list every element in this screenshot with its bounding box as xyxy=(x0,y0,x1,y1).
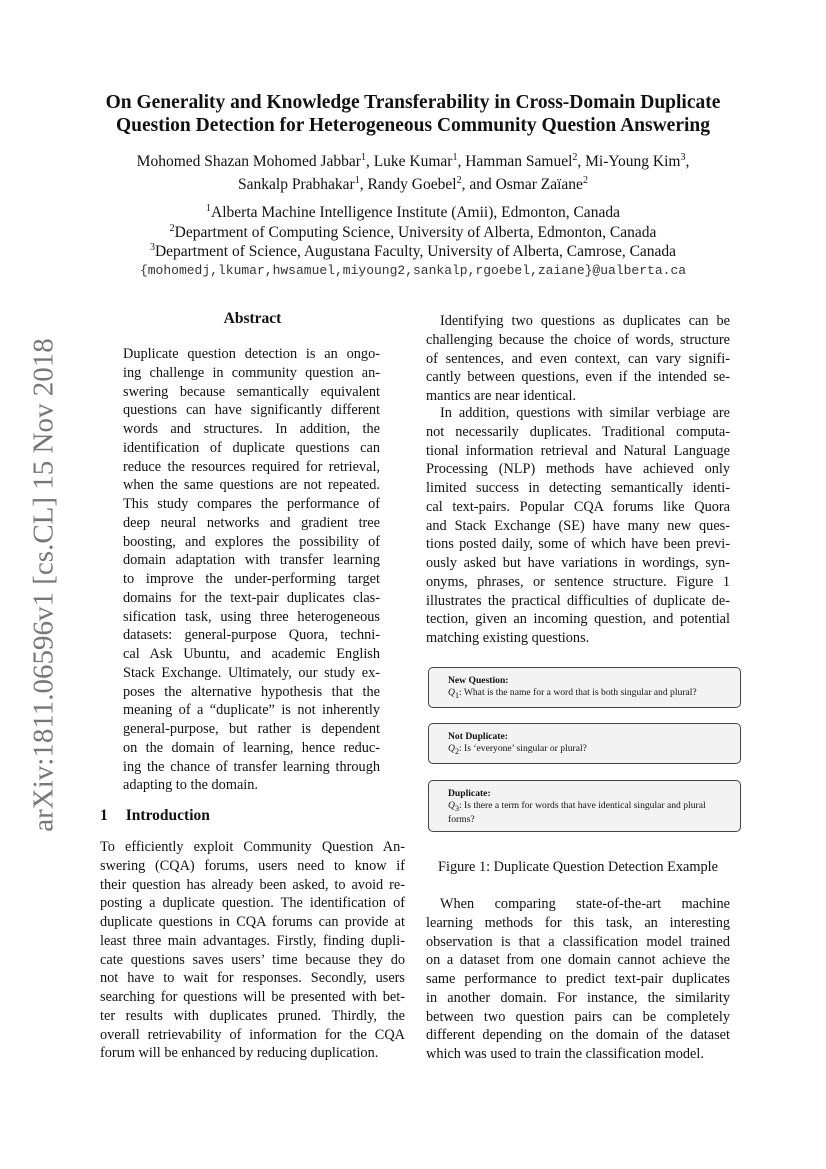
affiliation xyxy=(60,223,766,243)
text-line: of sentences, and even context, can vary signifi- xyxy=(426,350,730,367)
text-line: on a dataset from one domain cannot achieve the xyxy=(426,952,730,969)
text-line: not necessarily duplicates. Traditional computa- xyxy=(426,423,730,440)
question-text: : Is there a term for words that have identical singular and plural forms? xyxy=(448,799,706,825)
text-line: ing challenge in community question an- xyxy=(123,364,380,381)
text-line: onyms, phrases, or sentence structure. Figure 1 xyxy=(426,573,730,590)
author-separator: , and xyxy=(461,176,496,193)
text-line: cal Ask Ubuntu, and academic English xyxy=(123,646,380,662)
question-index: 2 xyxy=(454,746,459,756)
paragraph xyxy=(426,404,730,648)
text-line: tection, given an incoming question, and potential xyxy=(426,611,730,628)
text-line: Stack Exchange. Ultimately, our study ex- xyxy=(123,664,380,681)
text-line: cate questions saves users’ time because they do xyxy=(100,951,405,968)
author-affiliation-mark: 1 xyxy=(360,151,366,163)
text-line: limited success in detecting semantically identi- xyxy=(426,480,730,496)
text-line: searching for questions will be presented with bet- xyxy=(100,989,405,1005)
author-affiliation-mark: 1 xyxy=(452,151,458,163)
section-title: Introduction xyxy=(125,807,210,824)
affiliation xyxy=(60,242,766,262)
text-line: not have to wait for responses. Secondly, users xyxy=(100,970,405,987)
text-line: ter results with duplicates pruned. Thirdly, the xyxy=(100,1007,405,1024)
text-line: forum will be enhanced by reducing duplication. xyxy=(100,1045,379,1062)
text-line: their question has already been asked, to avoid re- xyxy=(100,876,405,893)
box-label: Not Duplicate: xyxy=(448,731,508,742)
text-line: which was used to train the classification model. xyxy=(426,1046,704,1062)
text-line: In addition, questions with similar verbiage are xyxy=(440,405,730,421)
author-emails: {mohomedj,lkumar,hwsamuel,miyoung2,sankalp,rgoebel,zaiane}@ualberta.ca xyxy=(139,263,687,278)
text-line: posting a duplicate question. The identification of xyxy=(100,895,405,912)
question-index: 3 xyxy=(454,803,459,813)
affiliation-text: Department of Science, Augustana Faculty, University of Alberta, Camrose, Canada xyxy=(154,243,677,261)
text-line: When comparing state-of-the-art machine xyxy=(440,896,730,912)
paper-title xyxy=(60,91,766,137)
author-list xyxy=(60,150,766,196)
text-line: learning methods for this task, an interesting xyxy=(426,914,730,931)
text-line: domains for the text-pair duplicates clas- xyxy=(123,589,380,606)
author-affiliation-mark: 2 xyxy=(456,174,462,186)
affiliations xyxy=(60,203,766,262)
text-line: mantics are near identical. xyxy=(426,388,577,404)
question-symbol: Q xyxy=(448,686,455,698)
author-separator: , xyxy=(685,153,690,170)
text-line: Duplicate question detection is an ongo- xyxy=(123,346,380,362)
text-line: domain adaptation with transfer learning xyxy=(123,552,380,569)
author: Randy Goebel xyxy=(367,176,457,193)
question-index: 1 xyxy=(454,690,459,700)
figure-box-duplicate xyxy=(428,780,741,832)
affiliation xyxy=(60,203,766,223)
text-line: sification task, using three heterogeneous xyxy=(123,608,380,625)
text-line: cantly between questions, even if the intended se- xyxy=(426,369,730,386)
author-separator: , xyxy=(457,153,466,170)
question-text: : Is ‘everyone’ singular or plural? xyxy=(458,742,587,754)
text-line: identification of duplicate questions can xyxy=(123,439,380,456)
question-text: : What is the name for a word that is both singular and plural? xyxy=(458,686,697,698)
text-line: ously asked but have variations in wordings, syn- xyxy=(426,555,730,571)
text-line: swering because semantically equivalent xyxy=(123,383,380,400)
text-line: ing the chance of transfer learning through xyxy=(123,758,380,775)
affiliation-text: Alberta Machine Intelligence Institute (Amii), Edmonton, Canada xyxy=(211,204,620,221)
text-line: poses the alternative hypothesis that the xyxy=(123,683,380,700)
author-separator: , xyxy=(359,176,368,193)
title-line: On Generality and Knowledge Transferability in Cross-Domain Duplicate xyxy=(105,92,721,113)
author: Mi-Young Kim xyxy=(585,153,681,170)
figure-box-not-duplicate xyxy=(428,723,741,764)
box-label: Duplicate: xyxy=(448,788,491,799)
text-line: To efficiently exploit Community Question An- xyxy=(100,839,405,855)
text-line: and Stack Exchange (SE) have many new ques- xyxy=(426,517,730,534)
author: Hamman Samuel xyxy=(465,153,573,170)
text-line: illustrates the practical difficulties of duplicate de- xyxy=(426,592,730,609)
text-line: general-purpose, but rather is dependent xyxy=(123,721,380,737)
box-label: New Question: xyxy=(448,675,509,686)
text-line: Identifying two questions as duplicates can be xyxy=(440,313,730,329)
text-line: deep neural networks and gradient tree xyxy=(123,514,380,531)
text-line: tions posted daily, some of which have been previ- xyxy=(426,536,730,553)
text-line: different depending on the domain of the dataset xyxy=(426,1027,730,1044)
question-symbol: Q xyxy=(448,742,455,754)
text-line: between two question pairs can be completely xyxy=(426,1008,730,1025)
title-line: Question Detection for Heterogeneous Community Question Answering xyxy=(116,115,710,136)
author-separator: , xyxy=(365,153,374,170)
author-affiliation-mark: 1 xyxy=(354,174,360,186)
text-line: words and structures. In addition, the xyxy=(123,421,380,437)
author: Sankalp Prabhakar xyxy=(238,176,355,193)
section-heading-introduction xyxy=(100,807,210,825)
text-line: This study compares the performance of xyxy=(123,496,380,512)
text-line: cal text-pairs. Popular CQA forums like Quora xyxy=(426,498,730,515)
text-line: challenging because the choice of words, structure xyxy=(426,331,730,348)
text-line: least three main advantages. Firstly, finding dupli- xyxy=(100,932,405,949)
affiliation-number: 2 xyxy=(169,222,175,234)
author-affiliation-mark: 3 xyxy=(680,151,686,163)
figure-caption: Figure 1: Duplicate Question Detection Example xyxy=(438,859,718,875)
affiliation-number: 3 xyxy=(149,242,155,254)
abstract-heading: Abstract xyxy=(223,310,282,327)
author-affiliation-mark: 2 xyxy=(582,174,588,186)
text-line: Processing (NLP) methods have achieved only xyxy=(426,461,730,478)
text-line: same performance to predict text-pair duplicates xyxy=(426,971,730,987)
text-line: matching existing questions. xyxy=(426,630,590,646)
affiliation-text: Department of Computing Science, University of Alberta, Edmonton, Canada xyxy=(174,223,657,241)
author: Osmar Zaïane xyxy=(495,176,583,193)
figure-box-new-question xyxy=(428,667,741,708)
abstract-text xyxy=(123,345,380,795)
text-line: to improve the under-performing target xyxy=(123,571,380,587)
text-line: adapting to the domain. xyxy=(123,777,258,794)
text-line: questions can have significantly different xyxy=(123,402,380,419)
text-line: in another domain. For instance, the similarity xyxy=(426,989,730,1006)
text-line: reduce the resources required for retrieval, xyxy=(123,458,380,475)
affiliation-number: 1 xyxy=(206,202,212,214)
text-line: when the same questions are not repeated. xyxy=(123,477,380,494)
text-line: overall retrievability of information for the CQA xyxy=(100,1026,405,1043)
introduction-paragraph xyxy=(100,838,405,1063)
text-line: boosting, and explores the possibility of xyxy=(123,533,380,550)
author-affiliation-mark: 2 xyxy=(572,151,578,163)
text-line: datasets: general-purpose Quora, techni- xyxy=(123,627,380,644)
text-line: meaning of a “duplicate” is not inherently xyxy=(123,702,380,719)
paragraph xyxy=(426,312,730,406)
text-line: swering (CQA) forums, users need to know if xyxy=(100,857,405,874)
author: Luke Kumar xyxy=(373,153,453,170)
text-line: duplicate questions in CQA forums can provide at xyxy=(100,914,405,930)
paragraph xyxy=(426,895,730,1064)
text-line: tional information retrieval and Natural Language xyxy=(426,442,730,459)
arxiv-identifier: arXiv:1811.06596v1 [cs.CL] 15 Nov 2018 xyxy=(27,338,60,832)
question-symbol: Q xyxy=(448,799,455,811)
author-separator: , xyxy=(577,153,586,170)
author: Mohomed Shazan Mohomed Jabbar xyxy=(136,153,361,170)
text-line: on the domain of learning, hence reduc- xyxy=(123,739,380,756)
section-number: 1 xyxy=(100,807,108,824)
text-line: observation is that a classification model trained xyxy=(426,933,730,950)
